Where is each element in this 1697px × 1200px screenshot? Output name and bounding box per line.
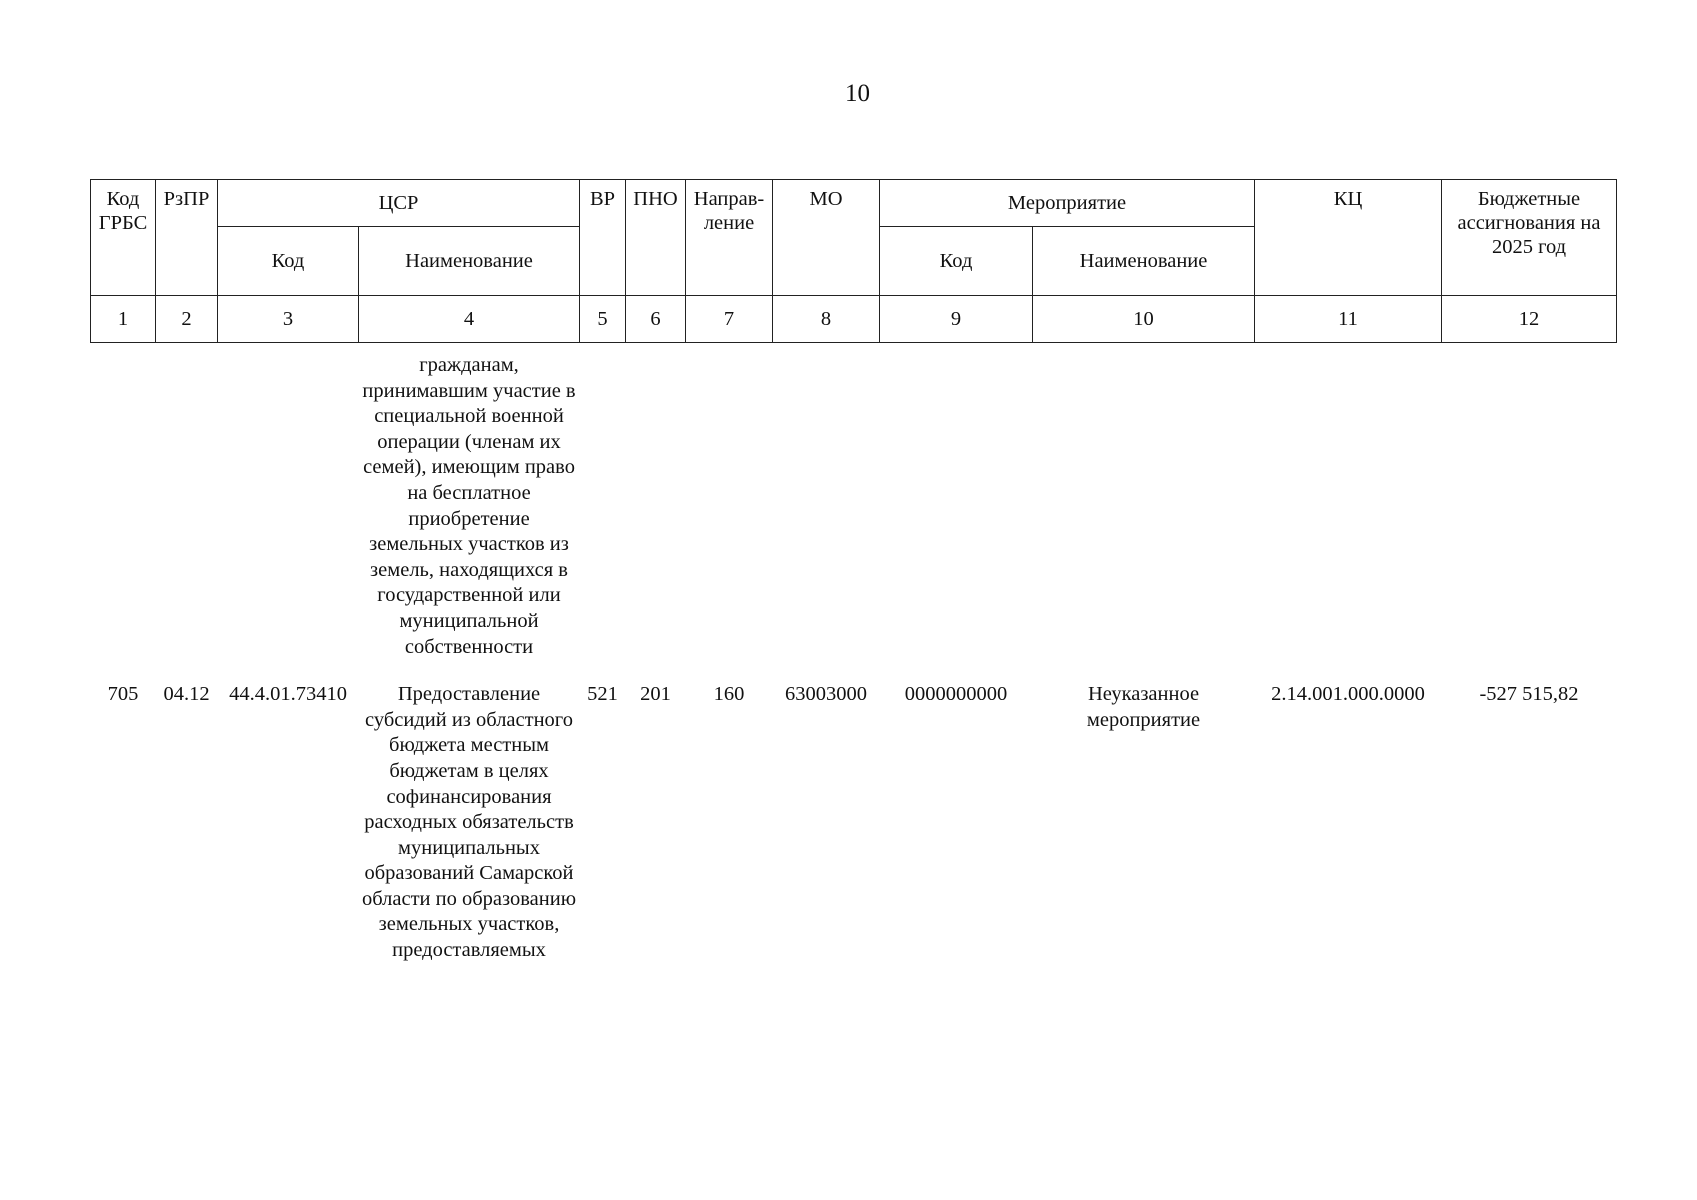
cell-kod-grbs: 705: [107, 683, 139, 706]
column-number: 1: [91, 296, 156, 343]
header-budget: Бюджетные ассигнования на 2025 год: [1442, 180, 1617, 296]
header-mer-name: Наименование: [1033, 227, 1255, 296]
cell-csr-kod: [218, 343, 359, 661]
column-number: 8: [773, 296, 880, 343]
cell-budget: [1442, 343, 1617, 661]
table-row: [91, 660, 1617, 964]
budget-allocation-table: [90, 179, 1617, 964]
cell-pno: [626, 343, 686, 661]
header-csr-kod: Код: [218, 227, 359, 296]
header-csr-name: Наименование: [359, 227, 580, 296]
column-number: 9: [880, 296, 1033, 343]
column-number: 3: [218, 296, 359, 343]
column-number: 7: [686, 296, 773, 343]
cell-mer-name: [1033, 343, 1255, 661]
header-mo: МО: [773, 180, 880, 296]
cell-mer-kod: 0000000000: [904, 683, 1008, 706]
table-row: [91, 343, 1617, 661]
cell-vr: 521: [587, 683, 618, 706]
cell-rzpr: 04.12: [163, 683, 210, 706]
column-number: 11: [1255, 296, 1442, 343]
column-number: 2: [156, 296, 218, 343]
cell-rzpr: [156, 343, 218, 661]
header-pno: ПНО: [626, 180, 686, 296]
cell-kod-grbs: [91, 343, 156, 661]
cell-csr-name: Предоставление субсидий из областного бюджета местным бюджетам в целях софинансирования расходных обязательств муниципальных образований Самарской области по образованию земельных участков, предоставляемых: [361, 683, 577, 962]
header-vr: ВР: [580, 180, 626, 296]
column-number: 6: [626, 296, 686, 343]
header-csr: ЦСР: [218, 180, 580, 227]
cell-csr-kod: 44.4.01.73410: [229, 683, 347, 706]
column-number: 5: [580, 296, 626, 343]
cell-mo: 63003000: [785, 683, 868, 706]
cell-kc: 2.14.001.000.0000: [1271, 683, 1425, 706]
cell-napravlenie: [686, 343, 773, 661]
header-kc: КЦ: [1255, 180, 1442, 296]
header-rzpr: РзПР: [156, 180, 218, 296]
cell-mo: [773, 343, 880, 661]
header-mer-kod: Код: [880, 227, 1033, 296]
page-number: 10: [845, 80, 870, 107]
cell-csr-name: гражданам, принимавшим участие в специальной военной операции (членам их семей), имеющим право на бесплатное приобретение земельных участков из земель, находящихся в государственной или муниципальной собственности: [362, 354, 576, 658]
table-body: [91, 343, 1617, 964]
column-number: 4: [359, 296, 580, 343]
cell-mer-name: Неуказанное мероприятие: [1086, 683, 1201, 731]
cell-budget: -527 515,82: [1479, 683, 1579, 706]
cell-mer-kod: [880, 343, 1033, 661]
cell-napravlenie: 160: [713, 683, 745, 706]
cell-pno: 201: [640, 683, 671, 706]
cell-kc: [1255, 343, 1442, 661]
header-kod-grbs: Код ГРБС: [91, 180, 156, 296]
header-meropriyatie: Мероприятие: [880, 180, 1255, 227]
column-number: 12: [1442, 296, 1617, 343]
column-number: 10: [1033, 296, 1255, 343]
cell-vr: [580, 343, 626, 661]
table-header: [91, 180, 1617, 343]
header-napravlenie: Направ-ление: [686, 180, 773, 296]
